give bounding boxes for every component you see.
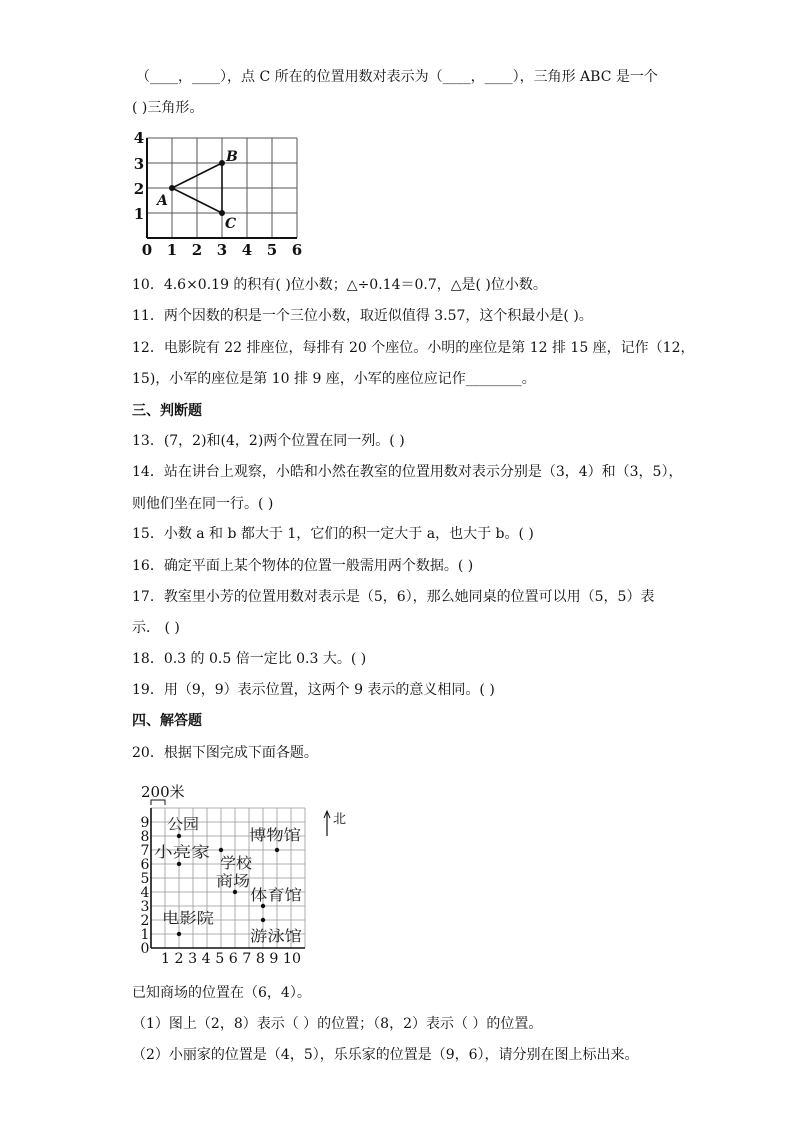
label-c: C [225,216,237,232]
dot-park [177,834,181,838]
dot-gym [261,904,265,908]
map-x-ticks: 1 2 3 4 5 6 7 8 9 10 [161,951,301,967]
q9-y-tick: 3 [133,155,145,173]
dot-xiaoliang [177,862,181,866]
q19: 19．用（9，9）表示位置，这两个 9 表示的意义相同。( ) [132,682,495,698]
point-a [169,185,175,191]
map-y-tick: 8 [140,829,150,845]
q11: 11．两个因数的积是一个三位小数，取近似值得 3.57，这个积最小是( )。 [132,308,593,324]
q20-intro: 20．根据下图完成下面各题。 [132,745,318,761]
q18: 18．0.3 的 0.5 倍一定比 0.3 大。( ) [132,651,367,667]
north-label: 北 [333,812,347,827]
section-3-heading: 三、判断题 [132,403,202,419]
scale-bracket [151,800,165,805]
label-gym: 体育馆 [250,886,302,904]
label-park: 公园 [167,815,199,833]
q9-line2: ( )三角形。 [132,100,204,116]
q9-x-tick: 4 [241,241,253,259]
q20-sub1: （1）图上（2，8）表示（ ）的位置；（8，2）表示（ ）的位置。 [132,1016,543,1032]
map-y-tick: 5 [140,871,150,887]
dot-pool [261,918,265,922]
label-a: A [157,193,168,209]
q9-x-tick: 1 [166,241,178,259]
section-4-heading: 四、解答题 [132,713,202,729]
q12-line2: 15)，小军的座位是第 10 排 9 座，小军的座位应记作________。 [132,371,536,387]
label-b: B [226,149,238,165]
q13: 13．(7，2)和(4，2)两个位置在同一列。( ) [132,433,405,449]
q17-line1: 17．教室里小芳的位置用数对表示是（5，6），那么她同桌的位置可以用（5，5）表 [132,589,655,605]
dot-school [219,848,223,852]
map-y-tick: 2 [140,913,150,929]
point-c [219,210,225,216]
q9-y-tick: 2 [133,180,145,198]
q12-line1: 12．电影院有 22 排座位，每排有 20 个座位。小明的座位是第 12 排 15 座，记作（12， [132,340,695,356]
q10: 10．4.6×0.19 的积有( )位小数；△÷0.14＝0.7，△是( )位小数。 [132,277,547,293]
q9-x-tick: 3 [216,241,228,259]
q20-known: 已知商场的位置在（6，4）。 [132,985,311,1001]
dot-cinema [177,932,181,936]
q15: 15．小数 a 和 b 都大于 1，它们的积一定大于 a，也大于 b。( ) [132,526,534,542]
q9-y-tick: 4 [133,129,145,147]
q9-x-tick: 2 [191,241,203,259]
q14-line1: 14．站在讲台上观察，小皓和小然在教室的位置用数对表示分别是（3，4）和（3，5）， [132,464,683,480]
map-y-tick: 4 [140,885,150,901]
map-y-tick: 9 [140,815,150,831]
label-pool: 游泳馆 [250,927,302,945]
q20-sub2: （2）小丽家的位置是（4，5），乐乐家的位置是（9，6），请分别在图上标出来。 [132,1047,639,1063]
scale-label: 200米 [141,783,185,801]
triangle-abc [172,163,222,213]
map-y-tick: 1 [140,927,150,943]
map-y-tick: 0 [140,941,150,957]
label-school: 学校 [220,854,254,872]
q16: 16．确定平面上某个物体的位置一般需用两个数据。( ) [132,558,474,574]
label-mall: 商场 [216,872,250,890]
label-cinema: 电影院 [162,909,214,927]
q9-y-tick: 1 [133,205,145,223]
map-y-tick: 7 [140,843,150,859]
q17-line2: 示． ( ) [132,620,180,636]
q14-line2: 则他们坐在同一行。( ) [132,496,274,512]
label-xiaoliang: 小亮家 [154,843,210,861]
map-y-tick: 6 [140,857,150,873]
dot-museum [275,848,279,852]
q9-x-tick: 6 [291,241,303,259]
label-museum: 博物馆 [249,826,301,844]
point-b [219,160,225,166]
dot-mall [233,890,237,894]
q9-line1: （____，____），点 C 所在的位置用数对表示为（____，____），三角形 ABC 是一个 [136,69,658,85]
q9-x-tick: 0 [141,241,153,259]
q9-x-tick: 5 [266,241,278,259]
map-y-tick: 3 [140,899,150,915]
